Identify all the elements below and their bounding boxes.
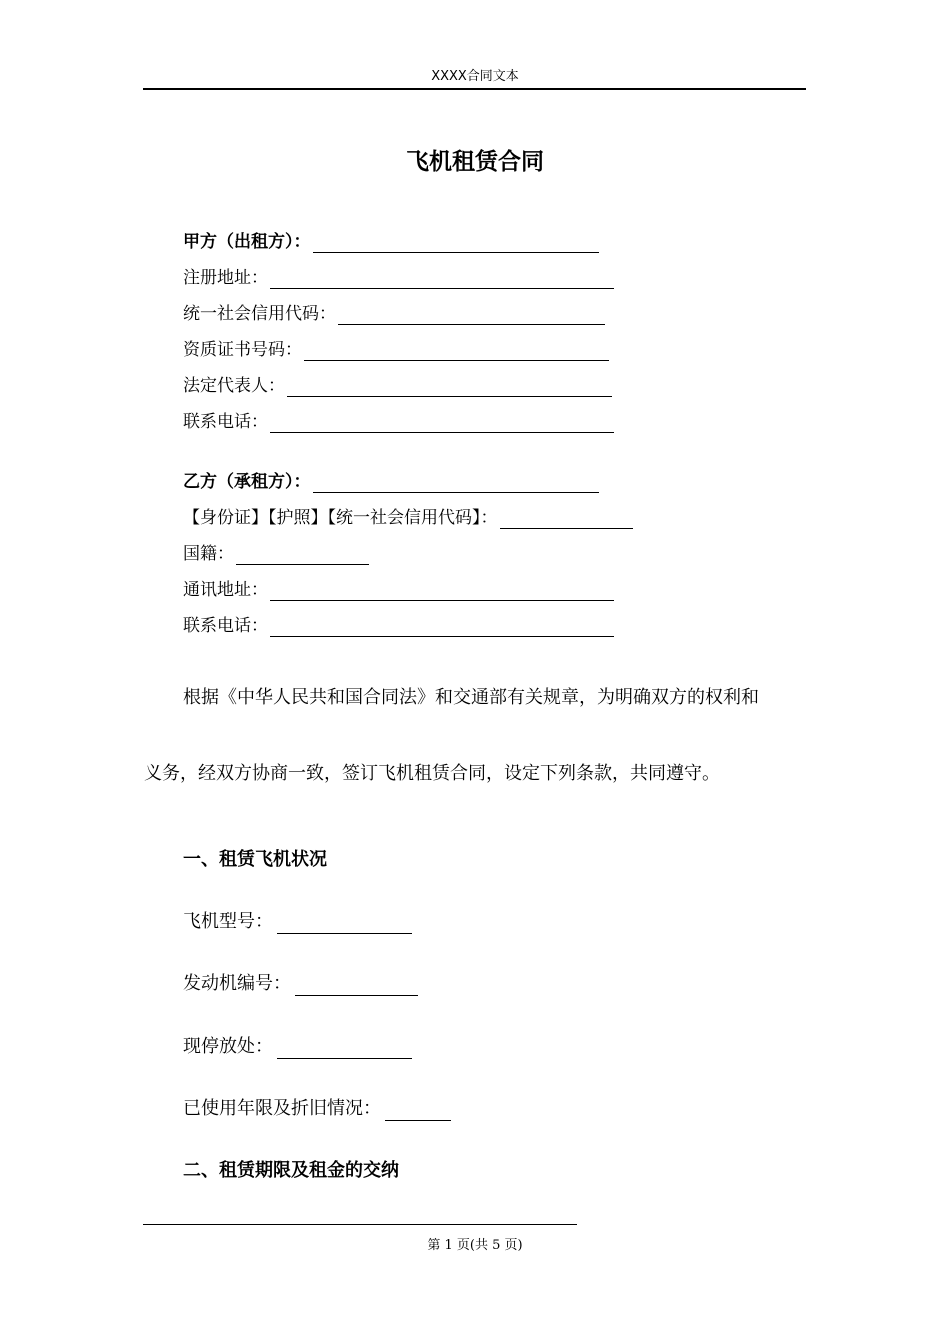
party-b-heading-line [183,471,599,493]
party-b-nationality-line [183,543,369,565]
party-b-phone-blank[interactable] [270,618,614,637]
party-a-representative-label: 法定代表人： [183,376,285,396]
party-a-representative-line [183,375,612,397]
party-a-certificate-line [183,339,609,361]
party-a-credit-code-label: 统一社会信用代码： [183,304,336,324]
party-b-address-label: 通讯地址： [183,580,268,600]
party-b-heading: 乙方（承租方）： [183,472,311,492]
party-b-name-blank[interactable] [313,474,599,493]
document-title: 飞机租赁合同 [406,149,544,175]
party-a-address-blank[interactable] [270,270,614,289]
party-b-id-line [183,507,633,529]
page-number: 第 1 页(共 5 页) [427,1238,523,1253]
party-b-address-line [183,579,614,601]
parking-location-blank[interactable] [277,1038,412,1059]
party-a-phone-blank[interactable] [270,414,614,433]
party-a-credit-code-blank[interactable] [338,306,605,325]
footer-divider [143,1224,577,1225]
engine-number-line [183,972,418,996]
usage-depreciation-blank[interactable] [385,1100,451,1121]
party-b-phone-line [183,615,614,637]
header-divider [143,88,806,90]
party-a-phone-line [183,411,614,433]
section-1-heading: 一、租赁飞机状况 [183,849,327,870]
party-b-nationality-blank[interactable] [236,546,369,565]
engine-number-label: 发动机编号： [183,973,291,994]
party-b-id-label: 【身份证】【护照】【统一社会信用代码】： [183,508,498,528]
party-b-id-blank[interactable] [500,510,633,529]
aircraft-model-line [183,910,412,934]
party-a-certificate-blank[interactable] [304,342,609,361]
engine-number-blank[interactable] [295,975,418,996]
usage-depreciation-line [183,1097,451,1121]
party-a-certificate-label: 资质证书号码： [183,340,302,360]
party-b-nationality-label: 国籍： [183,544,234,564]
section-2-heading: 二、租赁期限及租金的交纳 [183,1160,399,1181]
aircraft-model-blank[interactable] [277,913,412,934]
party-a-address-label: 注册地址： [183,268,268,288]
parking-location-line [183,1035,412,1059]
party-a-address-line [183,267,614,289]
aircraft-model-label: 飞机型号： [183,911,273,932]
preamble-line-1: 根据《中华人民共和国合同法》和交通部有关规章，为明确双方的权利和 [183,687,759,708]
running-header: XXXX合同文本 [431,69,519,84]
party-a-heading: 甲方（出租方）： [183,232,311,252]
preamble-line-2: 义务，经双方协商一致，签订飞机租赁合同，设定下列条款，共同遵守。 [144,763,720,784]
party-a-phone-label: 联系电话： [183,412,268,432]
party-a-name-blank[interactable] [313,234,599,253]
party-a-credit-code-line [183,303,605,325]
party-a-heading-line [183,231,599,253]
parking-location-label: 现停放处： [183,1036,273,1057]
party-b-address-blank[interactable] [270,582,614,601]
usage-depreciation-label: 已使用年限及折旧情况： [183,1098,381,1119]
party-b-phone-label: 联系电话： [183,616,268,636]
party-a-representative-blank[interactable] [287,378,612,397]
